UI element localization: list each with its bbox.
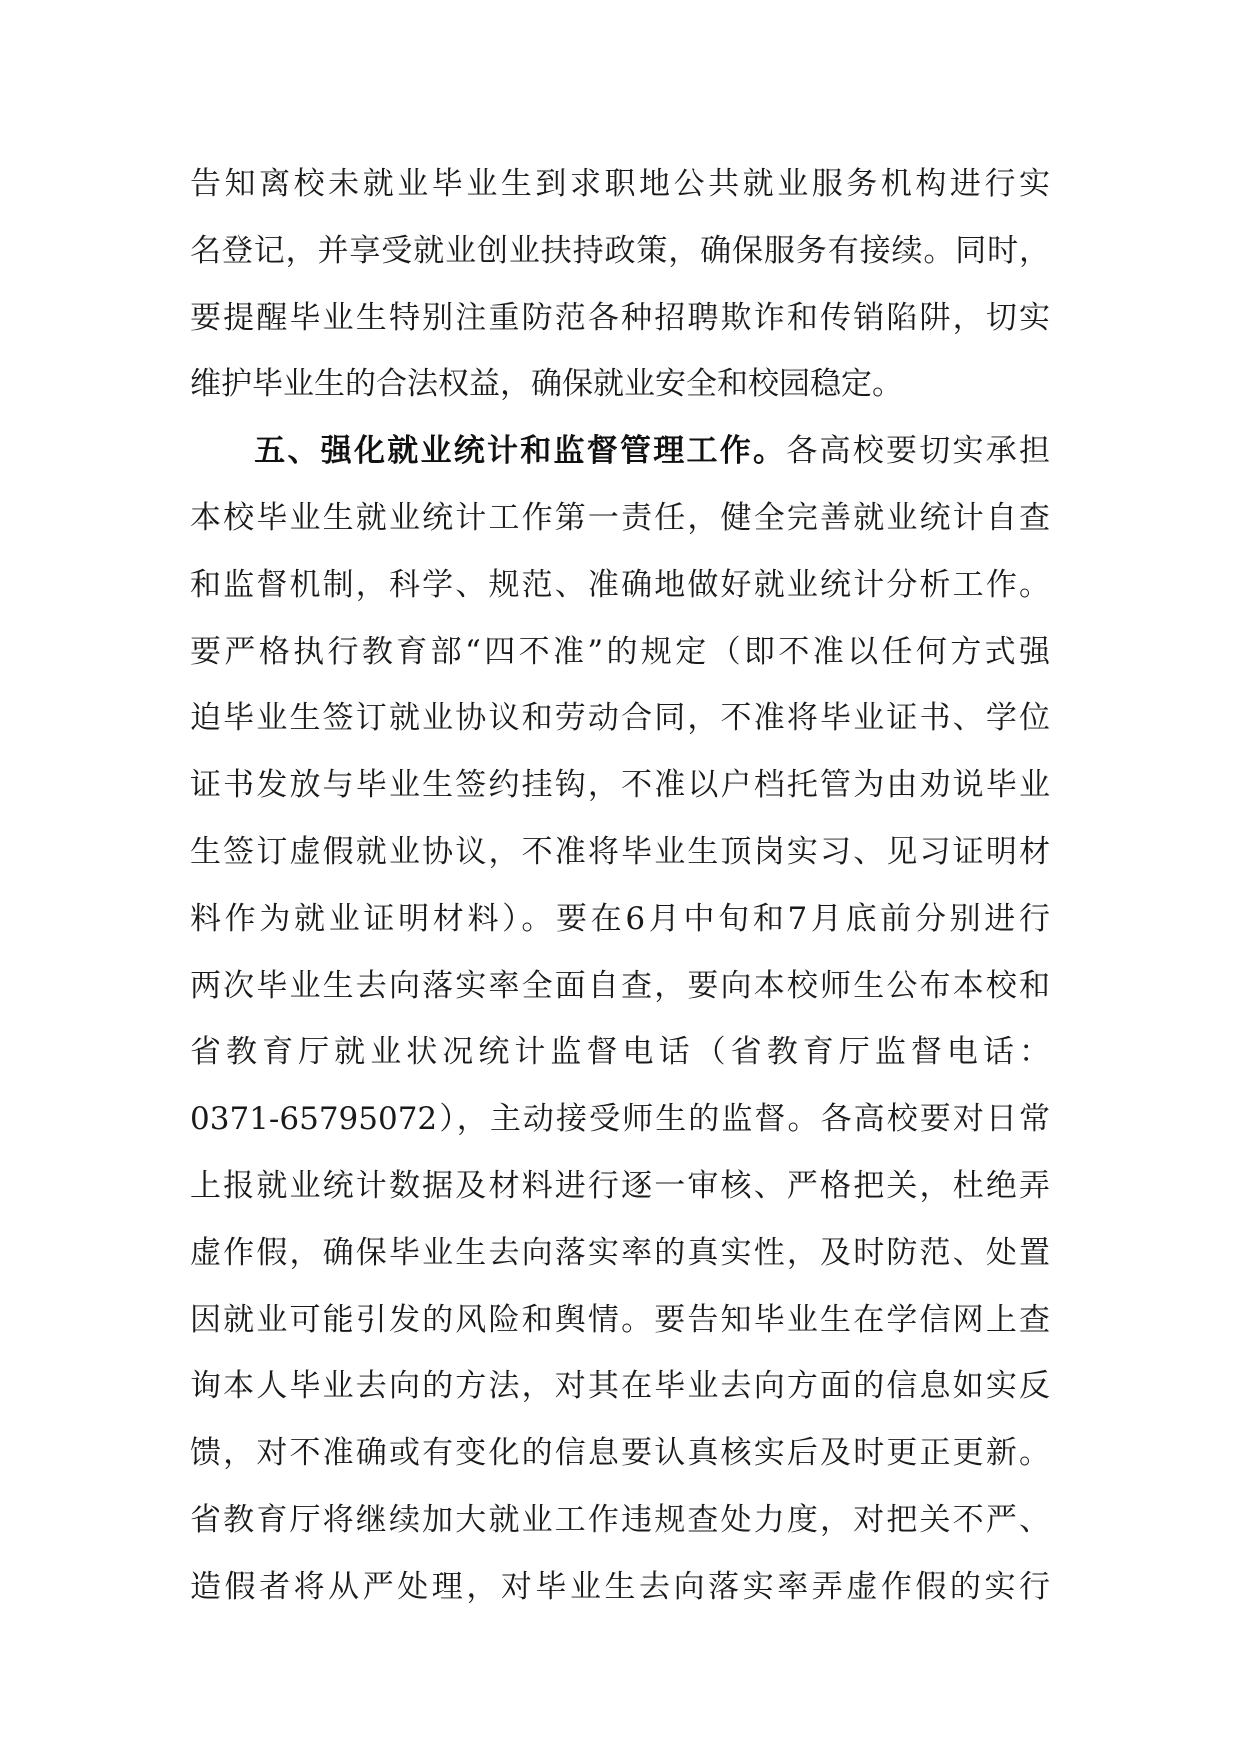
paragraph-employment-statistics xyxy=(190,429,1050,1631)
text-line xyxy=(190,429,1050,496)
text-line: 省教育厅将继续加大就业工作违规查处力度，对把关不严、 xyxy=(190,1501,1050,1538)
text-line: 和监督机制，科学、规范、准确地做好就业统计分析工作。 xyxy=(190,566,1050,603)
text-line: 本校毕业生就业统计工作第一责任，健全完善就业统计自查 xyxy=(190,499,1050,536)
text-line: 虚作假，确保毕业生去向落实率的真实性，及时防范、处置 xyxy=(190,1234,1050,1271)
text-line: 馈，对不准确或有变化的信息要认真核实后及时更正更新。 xyxy=(190,1435,1050,1472)
text-line: 要提醒毕业生特别注重防范各种招聘欺诈和传销陷阱，切实 xyxy=(190,299,1050,336)
section-heading: 五、强化就业统计和监督管理工作。 xyxy=(252,433,787,470)
text-line: 询本人毕业去向的方法，对其在毕业去向方面的信息如实反 xyxy=(190,1368,1050,1405)
text-line: 造假者将从严处理，对毕业生去向落实率弄虚作假的实行 xyxy=(190,1568,1050,1605)
text-line: 生签订虚假就业协议，不准将毕业生顶岗实习、见习证明材 xyxy=(190,833,1050,870)
text-line: 要严格执行教育部“四不准”的规定（即不准以任何方式强 xyxy=(190,633,1050,670)
text-line: 维护毕业生的合法权益，确保就业安全和校园稳定。 xyxy=(190,366,903,403)
text-line: 因就业可能引发的风险和舆情。要告知毕业生在学信网上查 xyxy=(190,1301,1050,1338)
text-line: 省教育厅就业状况统计监督电话（省教育厅监督电话： xyxy=(190,1034,1050,1071)
text-line: 告知离校未就业毕业生到求职地公共就业服务机构进行实 xyxy=(190,166,1050,202)
text-line: 两次毕业生去向落实率全面自查，要向本校师生公布本校和 xyxy=(190,967,1050,1004)
text-line-rest: 各高校要切实承担 xyxy=(786,433,1050,470)
text-line: 迫毕业生签订就业协议和劳动合同，不准将毕业证书、学位 xyxy=(190,700,1050,737)
paragraph-graduate-registration xyxy=(190,162,1050,429)
document-body xyxy=(190,162,1050,1632)
text-line: 名登记，并享受就业创业扶持政策，确保服务有接续。同时， xyxy=(190,232,1050,269)
text-line: 证书发放与毕业生签约挂钩，不准以户档托管为由劝说毕业 xyxy=(190,767,1050,804)
text-line: 0371-65795072），主动接受师生的监督。各高校要对日常 xyxy=(190,1101,1050,1138)
text-line: 料作为就业证明材料）。要在6月中旬和7月底前分别进行 xyxy=(190,900,1050,937)
text-line: 上报就业统计数据及材料进行逐一审核、严格把关，杜绝弄 xyxy=(190,1167,1050,1204)
